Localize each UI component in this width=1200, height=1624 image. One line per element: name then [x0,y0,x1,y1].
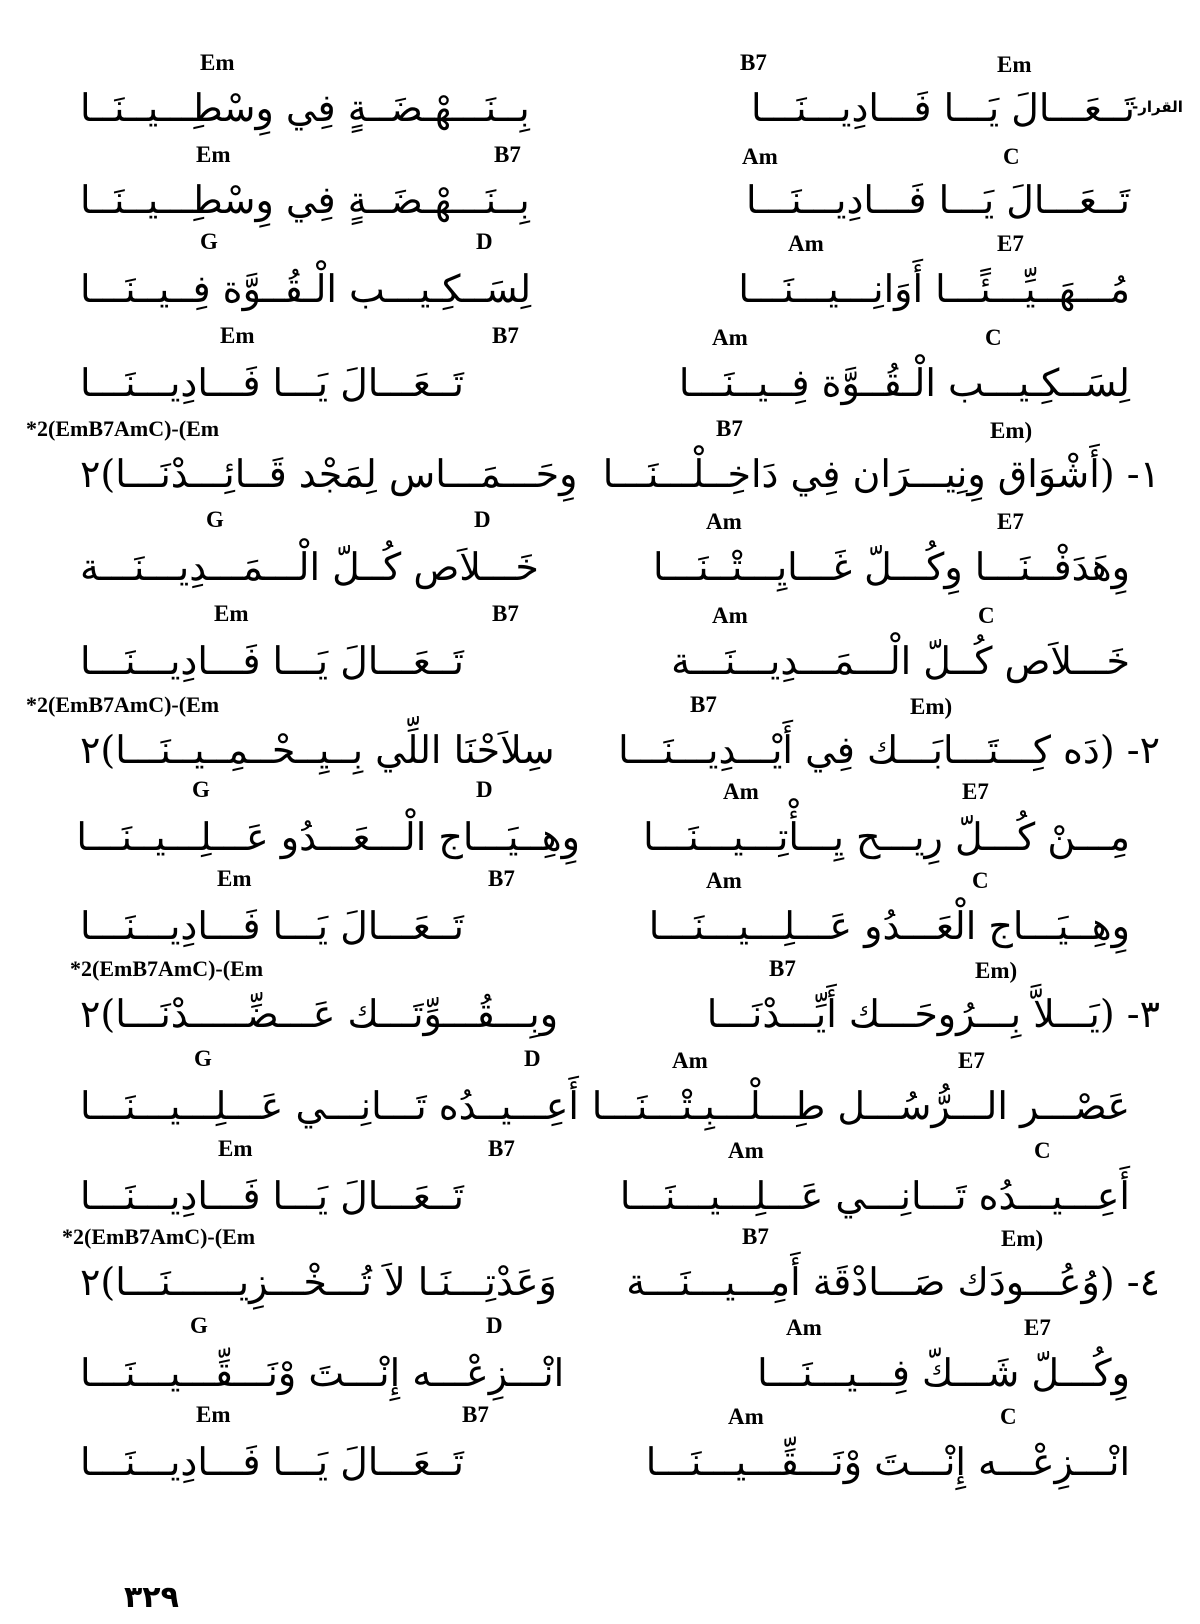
chord: Am [723,779,759,804]
chord: E7 [997,509,1024,534]
chord: C [1000,1404,1017,1429]
chord: Em [214,601,249,626]
chord: C [1034,1138,1051,1163]
chord: Am [728,1138,764,1163]
lyric-right: تَــعَـــالَ يَـــا فَـــادِيـــنَـــا [746,178,1130,222]
lyric-right: خَـــلاَص كُــلّ الْـــمَـــدِيـــنَـــة [671,639,1130,683]
chord: B7 [488,866,515,891]
chord: E7 [958,1048,985,1073]
chord: C [972,868,989,893]
chord: Em) [990,418,1033,443]
chord: B7 [492,323,519,348]
chord: B7 [769,956,796,981]
chord: Am [742,144,778,169]
chord: Em [196,1402,231,1427]
chord: Am [712,603,748,628]
chord: G [194,1046,212,1071]
chord: E7 [997,231,1024,256]
lyric-left: بِــنَـــهْـضَــةٍ فِي وِسْطِـــيــنَــا [80,178,530,222]
chord: E7 [962,779,989,804]
chord: D [524,1046,541,1071]
lyric-left: تَــعَـــالَ يَـــا فَـــادِيـــنَـــا [80,1440,464,1484]
chord: D [476,229,493,254]
lyric-right: وِهَدَفْــنَـــا وِكُـــلّ غَـــايِـــتْــنَـــا [653,545,1130,589]
chord: G [206,507,224,532]
lyric-left: تَــعَـــالَ يَـــا فَـــادِيـــنَـــا [80,639,464,683]
lyric-right: ٤- (وُعُـــودَك صَـــادْقَة أَمِـــيـــنَـــة [626,1260,1160,1304]
chord: E7 [1024,1315,1051,1340]
chord: D [476,777,493,802]
lyric-left: تَــعَـــالَ يَـــا فَـــادِيـــنَـــا [80,361,464,405]
chord: Am [706,868,742,893]
lyric-right: ٣- (يَـــلاَّ بِـــرُوحَـــك أَيِّـــدْنَـــا [706,992,1160,1036]
page-number: ٣٢٩ [124,1580,179,1615]
lyric-left: بِــنَـــهْـضَــةٍ فِي وِسْطِـــيــنَــا [80,86,530,130]
chord: C [985,325,1002,350]
chord: Am [728,1404,764,1429]
lyric-right: عَصْـــر الـــرُّسُـــل طِـــلْـــبِـتْـــنَـــا [591,1084,1130,1128]
lyric-right: ٢- (دَه كِـــتَـــابَـــك فِي أَيْـــدِيـــنَـــا [618,728,1160,772]
chord: D [486,1313,503,1338]
lyric-left: انْـــزِعْـــه إِنْـــتَ وْنَـــقِّـــيـــنَـــا [80,1351,565,1395]
chord: B7 [462,1402,489,1427]
repeat-marker: *2(EmB7AmC)-(Em [70,956,264,981]
chord: Em) [1001,1226,1044,1251]
lyric-right: انْـــزِعْـــه إِنْـــتَ وْنَـــقِّـــيـــنَـــا [645,1440,1130,1484]
lyric-left: وِهِــيَـــاج الْـــعَـــدُو عَـــلِـــيــنَـــا [76,815,580,859]
lyric-left: تَــعَـــالَ يَـــا فَـــادِيـــنَـــا [80,1174,464,1218]
chord: G [200,229,218,254]
lyric-left: وِحَـــمَـــاس لِمَجْد قَــائِـــدْنَـــا)٢ [80,452,578,496]
lyric-left: سِلاَحْنَا اللِّي بِــيِــحْــمِــيــنَـــا)٢ [80,728,555,772]
chord: B7 [716,416,743,441]
lyric-left: وَعَدْتِـــنَـا لاَ تُـــخْـــزِيــــــنَـــا)٢ [80,1260,557,1304]
lyric-left: لِسَــكِـيـــب الْـقُــوَّة فِــيــنَـــا [80,267,532,311]
chord: Am [706,509,742,534]
lyric-left: خَـــلاَص كُــلّ الْـــمَـــدِيـــنَـــة [80,545,539,589]
chord: Em [220,323,255,348]
chord: Em [217,866,252,891]
repeat-marker: *2(EmB7AmC)-(Em [26,692,220,717]
refrain-tag: القرار- [1132,98,1183,116]
chord: G [190,1313,208,1338]
lyric-right: أَعِـــيـــدُه تَـــانِـــي عَـــلِـــيـــنَـــا [619,1174,1130,1218]
chord: B7 [690,692,717,717]
chord: C [1003,144,1020,169]
repeat-marker: *2(EmB7AmC)-(Em [26,416,220,441]
chord: Em [196,142,231,167]
chord: Am [712,325,748,350]
chord: Em [997,52,1032,77]
chord: G [192,777,210,802]
chord: B7 [742,1224,769,1249]
chord: B7 [488,1136,515,1161]
chord: Em [218,1136,253,1161]
lyric-left: أَعِـــيــدُه تَـــانِـــي عَـــلِـــيـــنَـــا [80,1084,579,1128]
chord: B7 [740,50,767,75]
chord: D [474,507,491,532]
chord: Em [200,50,235,75]
chord: B7 [492,601,519,626]
lyric-left: وبِـــقُـــوِّتَـــك عَـــضِّـــــدْنَـــا)٢ [80,992,559,1036]
lyric-right: مُـــهَــيِّـــئًـــا أَوَانِـــيـــنَـــا [738,267,1130,311]
lyric-right: ١- (أَشْوَاق وِنِيـــرَان فِي دَاخِــلْـــنَـــا [602,452,1160,496]
lyric-right: لِسَــكِـيـــب الْـقُــوَّة فِــيــنَـــا [678,361,1130,405]
lyric-right: وِهِــيَـــاج الْعَـــدُو عَـــلِـــيـــنَـــا [648,904,1130,948]
chord: B7 [494,142,521,167]
lyric-left: تَــعَـــالَ يَـــا فَـــادِيـــنَـــا [80,904,464,948]
chord: Am [788,231,824,256]
chord: Em) [910,694,953,719]
chord: C [978,603,995,628]
lyric-right: وِكُـــلّ شَـــكّ فِـــيـــنَـــا [757,1351,1130,1395]
lyric-right: مِـــنْ كُـــلّ رِيـــح يِـــأْتِـــيـــنَـــا [643,815,1130,859]
lyric-right: تَــعَـــالَ يَـــا فَـــادِيـــنَـــا [751,86,1135,130]
repeat-marker: *2(EmB7AmC)-(Em [62,1224,256,1249]
chord: Em) [975,958,1018,983]
chord: Am [786,1315,822,1340]
chord: Am [672,1048,708,1073]
